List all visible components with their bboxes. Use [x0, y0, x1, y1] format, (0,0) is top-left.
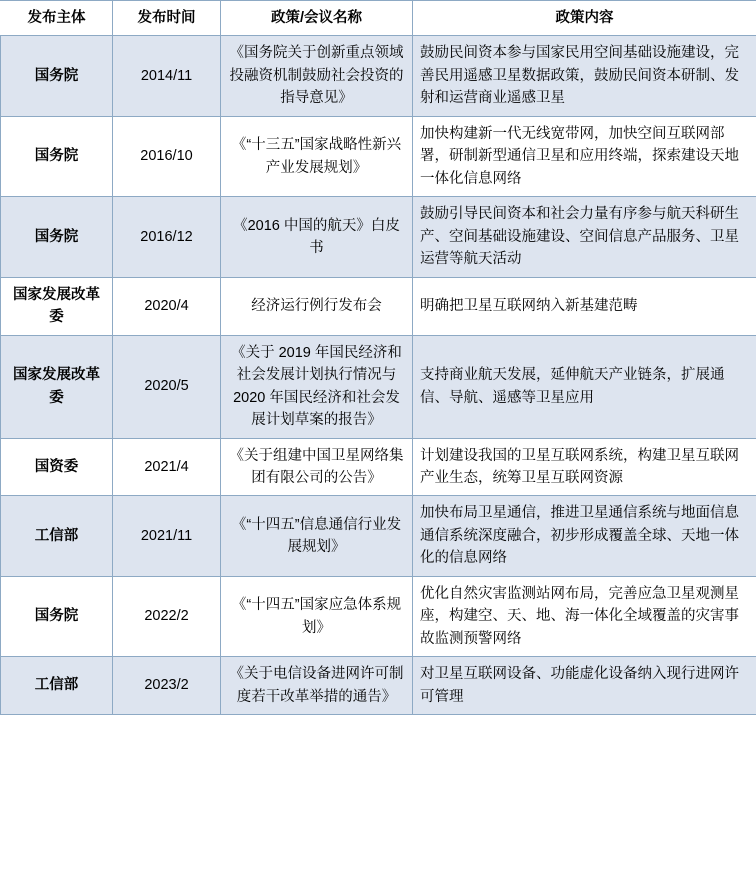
cell-subject: 国务院: [1, 576, 113, 656]
cell-subject: 国务院: [1, 36, 113, 116]
cell-subject: 工信部: [1, 657, 113, 715]
table-row: [1, 496, 756, 576]
table-row: [1, 36, 756, 116]
cell-subject: 工信部: [1, 496, 113, 576]
cell-content: 计划建设我国的卫星互联网系统，构建卫星互联网产业生态，统筹卫星互联网资源: [413, 438, 756, 496]
cell-date: 2022/2: [113, 576, 221, 656]
cell-content: 加快布局卫星通信，推进卫星通信系统与地面信息通信系统深度融合，初步形成覆盖全球、天地一体化的信息网络: [413, 496, 756, 576]
cell-content: 对卫星互联网设备、功能虚化设备纳入现行进网许可管理: [413, 657, 756, 715]
cell-content: 明确把卫星互联网纳入新基建范畴: [413, 277, 756, 335]
cell-date: 2021/4: [113, 438, 221, 496]
table-row: [1, 116, 756, 196]
cell-title: 《关于组建中国卫星网络集团有限公司的公告》: [221, 438, 413, 496]
cell-title: 《“十三五”国家战略性新兴产业发展规划》: [221, 116, 413, 196]
column-header-date: 发布时间: [113, 1, 221, 36]
cell-content: 鼓励引导民间资本和社会力量有序参与航天科研生产、空间基础设施建设、空间信息产品服务、卫星运营等航天活动: [413, 197, 756, 277]
cell-date: 2016/10: [113, 116, 221, 196]
cell-subject: 国务院: [1, 197, 113, 277]
cell-date: 2021/11: [113, 496, 221, 576]
column-header-title: 政策/会议名称: [221, 1, 413, 36]
cell-subject: 国家发展改革委: [1, 277, 113, 335]
cell-title: 经济运行例行发布会: [221, 277, 413, 335]
header-row: [1, 1, 756, 36]
cell-subject: 国家发展改革委: [1, 335, 113, 438]
column-header-content: 政策内容: [413, 1, 756, 36]
table-row: [1, 197, 756, 277]
cell-title: 《“十四五”国家应急体系规划》: [221, 576, 413, 656]
cell-subject: 国务院: [1, 116, 113, 196]
cell-content: 加快构建新一代无线宽带网，加快空间互联网部署，研制新型通信卫星和应用终端，探索建设天地一体化信息网络: [413, 116, 756, 196]
cell-title: 《2016 中国的航天》白皮书: [221, 197, 413, 277]
cell-content: 支持商业航天发展，延伸航天产业链条，扩展通信、导航、遥感等卫星应用: [413, 335, 756, 438]
cell-date: 2014/11: [113, 36, 221, 116]
cell-date: 2023/2: [113, 657, 221, 715]
cell-title: 《“十四五”信息通信行业发展规划》: [221, 496, 413, 576]
cell-date: 2016/12: [113, 197, 221, 277]
table-row: [1, 277, 756, 335]
cell-title: 《国务院关于创新重点领域投融资机制鼓励社会投资的指导意见》: [221, 36, 413, 116]
table-row: [1, 335, 756, 438]
table-row: [1, 438, 756, 496]
table-row: [1, 657, 756, 715]
column-header-subject: 发布主体: [1, 1, 113, 36]
cell-title: 《关于电信设备进网许可制度若干改革举措的通告》: [221, 657, 413, 715]
cell-date: 2020/5: [113, 335, 221, 438]
table-body: [1, 36, 756, 715]
cell-date: 2020/4: [113, 277, 221, 335]
cell-content: 鼓励民间资本参与国家民用空间基础设施建设，完善民用遥感卫星数据政策，鼓励民间资本研制、发射和运营商业遥感卫星: [413, 36, 756, 116]
table-row: [1, 576, 756, 656]
cell-title: 《关于 2019 年国民经济和社会发展计划执行情况与 2020 年国民经济和社会发展计划草案的报告》: [221, 335, 413, 438]
cell-content: 优化自然灾害监测站网布局，完善应急卫星观测星座，构建空、天、地、海一体化全域覆盖的灾害事故监测预警网络: [413, 576, 756, 656]
table-header: [1, 1, 756, 36]
cell-subject: 国资委: [1, 438, 113, 496]
